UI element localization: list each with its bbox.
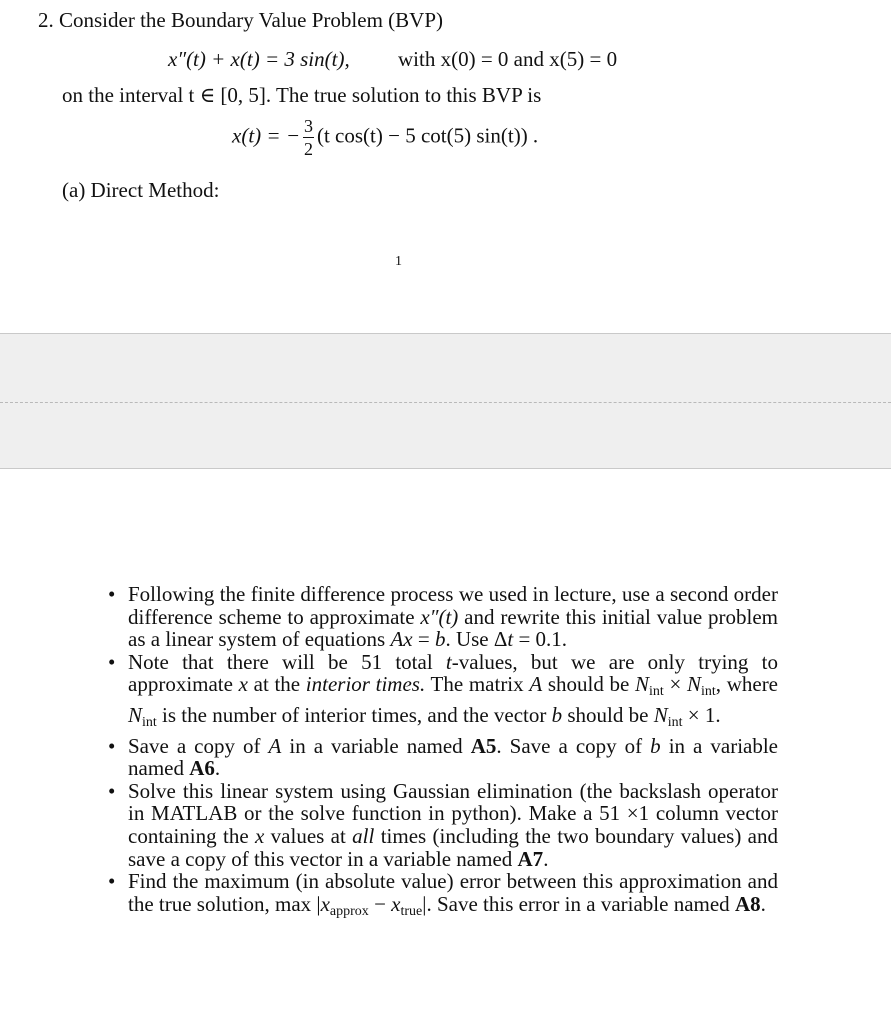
- page-number: 1: [395, 254, 402, 269]
- bullet-item: [108, 583, 778, 651]
- problem-heading: 2. Consider the Boundary Value Problem (BVP): [38, 8, 443, 32]
- bullet-text-segment: x″(t): [420, 604, 459, 629]
- bullet-text-segment: in a variable named: [128, 733, 778, 781]
- bullet-text-segment: Note that there will be 51 total: [128, 649, 446, 674]
- bullet-text-segment: should be: [562, 702, 654, 727]
- bullet-text-segment: int: [649, 684, 664, 700]
- bullet-text-segment: Solve this linear system using Gaussian elimination (the backslash operator in MATLAB or the solve function in python). Make a 51 ×1 column vector containing the: [128, 778, 778, 848]
- bullet-text-segment: is the number of interior times, and the vector: [156, 702, 552, 727]
- boundary-conditions: with x(0) = 0 and x(5) = 0: [398, 47, 618, 71]
- fraction-denominator: 2: [303, 139, 313, 159]
- bullet-text-segment: in a variable named: [281, 733, 471, 758]
- bullet-text-segment: b: [434, 627, 446, 652]
- bullet-item: [108, 735, 778, 780]
- bullet-text-segment: times (including the two boundary values) and save a copy of this vector in a variable named: [128, 823, 778, 871]
- bullet-text-segment: .: [543, 846, 549, 871]
- bullet-text-segment: A7: [517, 846, 544, 871]
- bullet-text-segment: . Save a copy of: [496, 733, 651, 758]
- bullet-text-segment: x: [255, 823, 265, 848]
- bullet-text-segment: Following the finite difference process we used in lecture, use a second order difference scheme to approximate: [128, 582, 778, 629]
- bullet-text-segment: , where: [715, 672, 779, 697]
- bullet-text-segment: int: [701, 684, 716, 700]
- solution-fraction: [303, 117, 314, 158]
- interval-text: on the interval t ∈ [0, 5]. The true solution to this BVP is: [62, 83, 542, 107]
- bullet-text-segment: A: [268, 733, 282, 758]
- bullet-text-segment: interior times.: [305, 672, 426, 697]
- bullet-text-segment: The matrix: [425, 672, 530, 697]
- bullet-text-segment: |. Save this error in a variable named: [422, 891, 735, 916]
- bullet-text-segment: int: [142, 714, 157, 730]
- bullet-text-segment: b: [650, 733, 661, 758]
- bullet-text-segment: ×: [663, 672, 687, 697]
- bullet-text-segment: A8: [734, 891, 761, 916]
- bullet-text-segment: Find the maximum (in absolute value) error between this approximation and the true solution, max |: [128, 869, 778, 916]
- bullet-text-segment: and rewrite this initial value problem as a linear system of equations: [128, 604, 779, 652]
- bullet-text-segment: values at: [264, 823, 353, 848]
- bullet-item: [108, 870, 778, 923]
- solution-lhs: x(t) = −: [232, 123, 300, 148]
- bullet-text-segment: x: [391, 891, 401, 916]
- bullet-text-segment: should be: [542, 672, 635, 697]
- bullet-text-segment: b: [551, 702, 563, 727]
- true-solution-formula: [232, 117, 538, 158]
- bullet-text-segment: A: [529, 672, 543, 697]
- instruction-list: [108, 583, 778, 923]
- page-break-divider: [0, 402, 891, 403]
- bullet-text-segment: all: [352, 823, 375, 848]
- bullet-text-segment: at the: [247, 672, 306, 697]
- bullet-text-segment: t: [445, 649, 452, 674]
- bullet-text-segment: × 1.: [682, 702, 721, 727]
- bvp-equation: x″(t) + x(t) = 3 sin(t),: [168, 47, 350, 71]
- bullet-text-segment: .: [214, 756, 221, 781]
- bullet-text-segment: x: [320, 891, 330, 916]
- bullet-text-segment: −: [368, 891, 392, 916]
- bullet-text-segment: =: [412, 627, 435, 652]
- bullet-text-segment: .: [760, 891, 766, 916]
- bullet-text-segment: approx: [329, 903, 369, 919]
- bullet-item: [108, 651, 778, 735]
- bullet-text-segment: int: [667, 714, 683, 730]
- bullet-text-segment: N: [653, 702, 668, 727]
- bullet-text-segment: N: [635, 672, 650, 697]
- bullet-item: [108, 780, 778, 870]
- bullet-text-segment: true: [400, 903, 423, 919]
- bullet-text-segment: A6: [189, 756, 215, 781]
- bullet-text-segment: -values, but we are only trying to approximate: [128, 649, 779, 697]
- bullet-text-segment: N: [686, 672, 701, 697]
- bullet-text-segment: x: [238, 672, 248, 697]
- fraction-numerator: 3: [303, 116, 313, 136]
- bullet-text-segment: t: [507, 627, 514, 652]
- bullet-text-segment: N: [128, 702, 143, 727]
- bullet-text-segment: Ax: [390, 627, 413, 652]
- bullet-text-segment: = 0.1.: [513, 627, 568, 652]
- solution-rhs: (t cos(t) − 5 cot(5) sin(t)) .: [316, 123, 539, 148]
- bullet-text-segment: . Use Δ: [445, 627, 508, 652]
- bullet-text-segment: Save a copy of: [128, 733, 269, 758]
- bullet-text-segment: A5: [470, 733, 497, 758]
- page-break-band: [0, 333, 891, 469]
- part-a-label: (a) Direct Method:: [62, 178, 220, 202]
